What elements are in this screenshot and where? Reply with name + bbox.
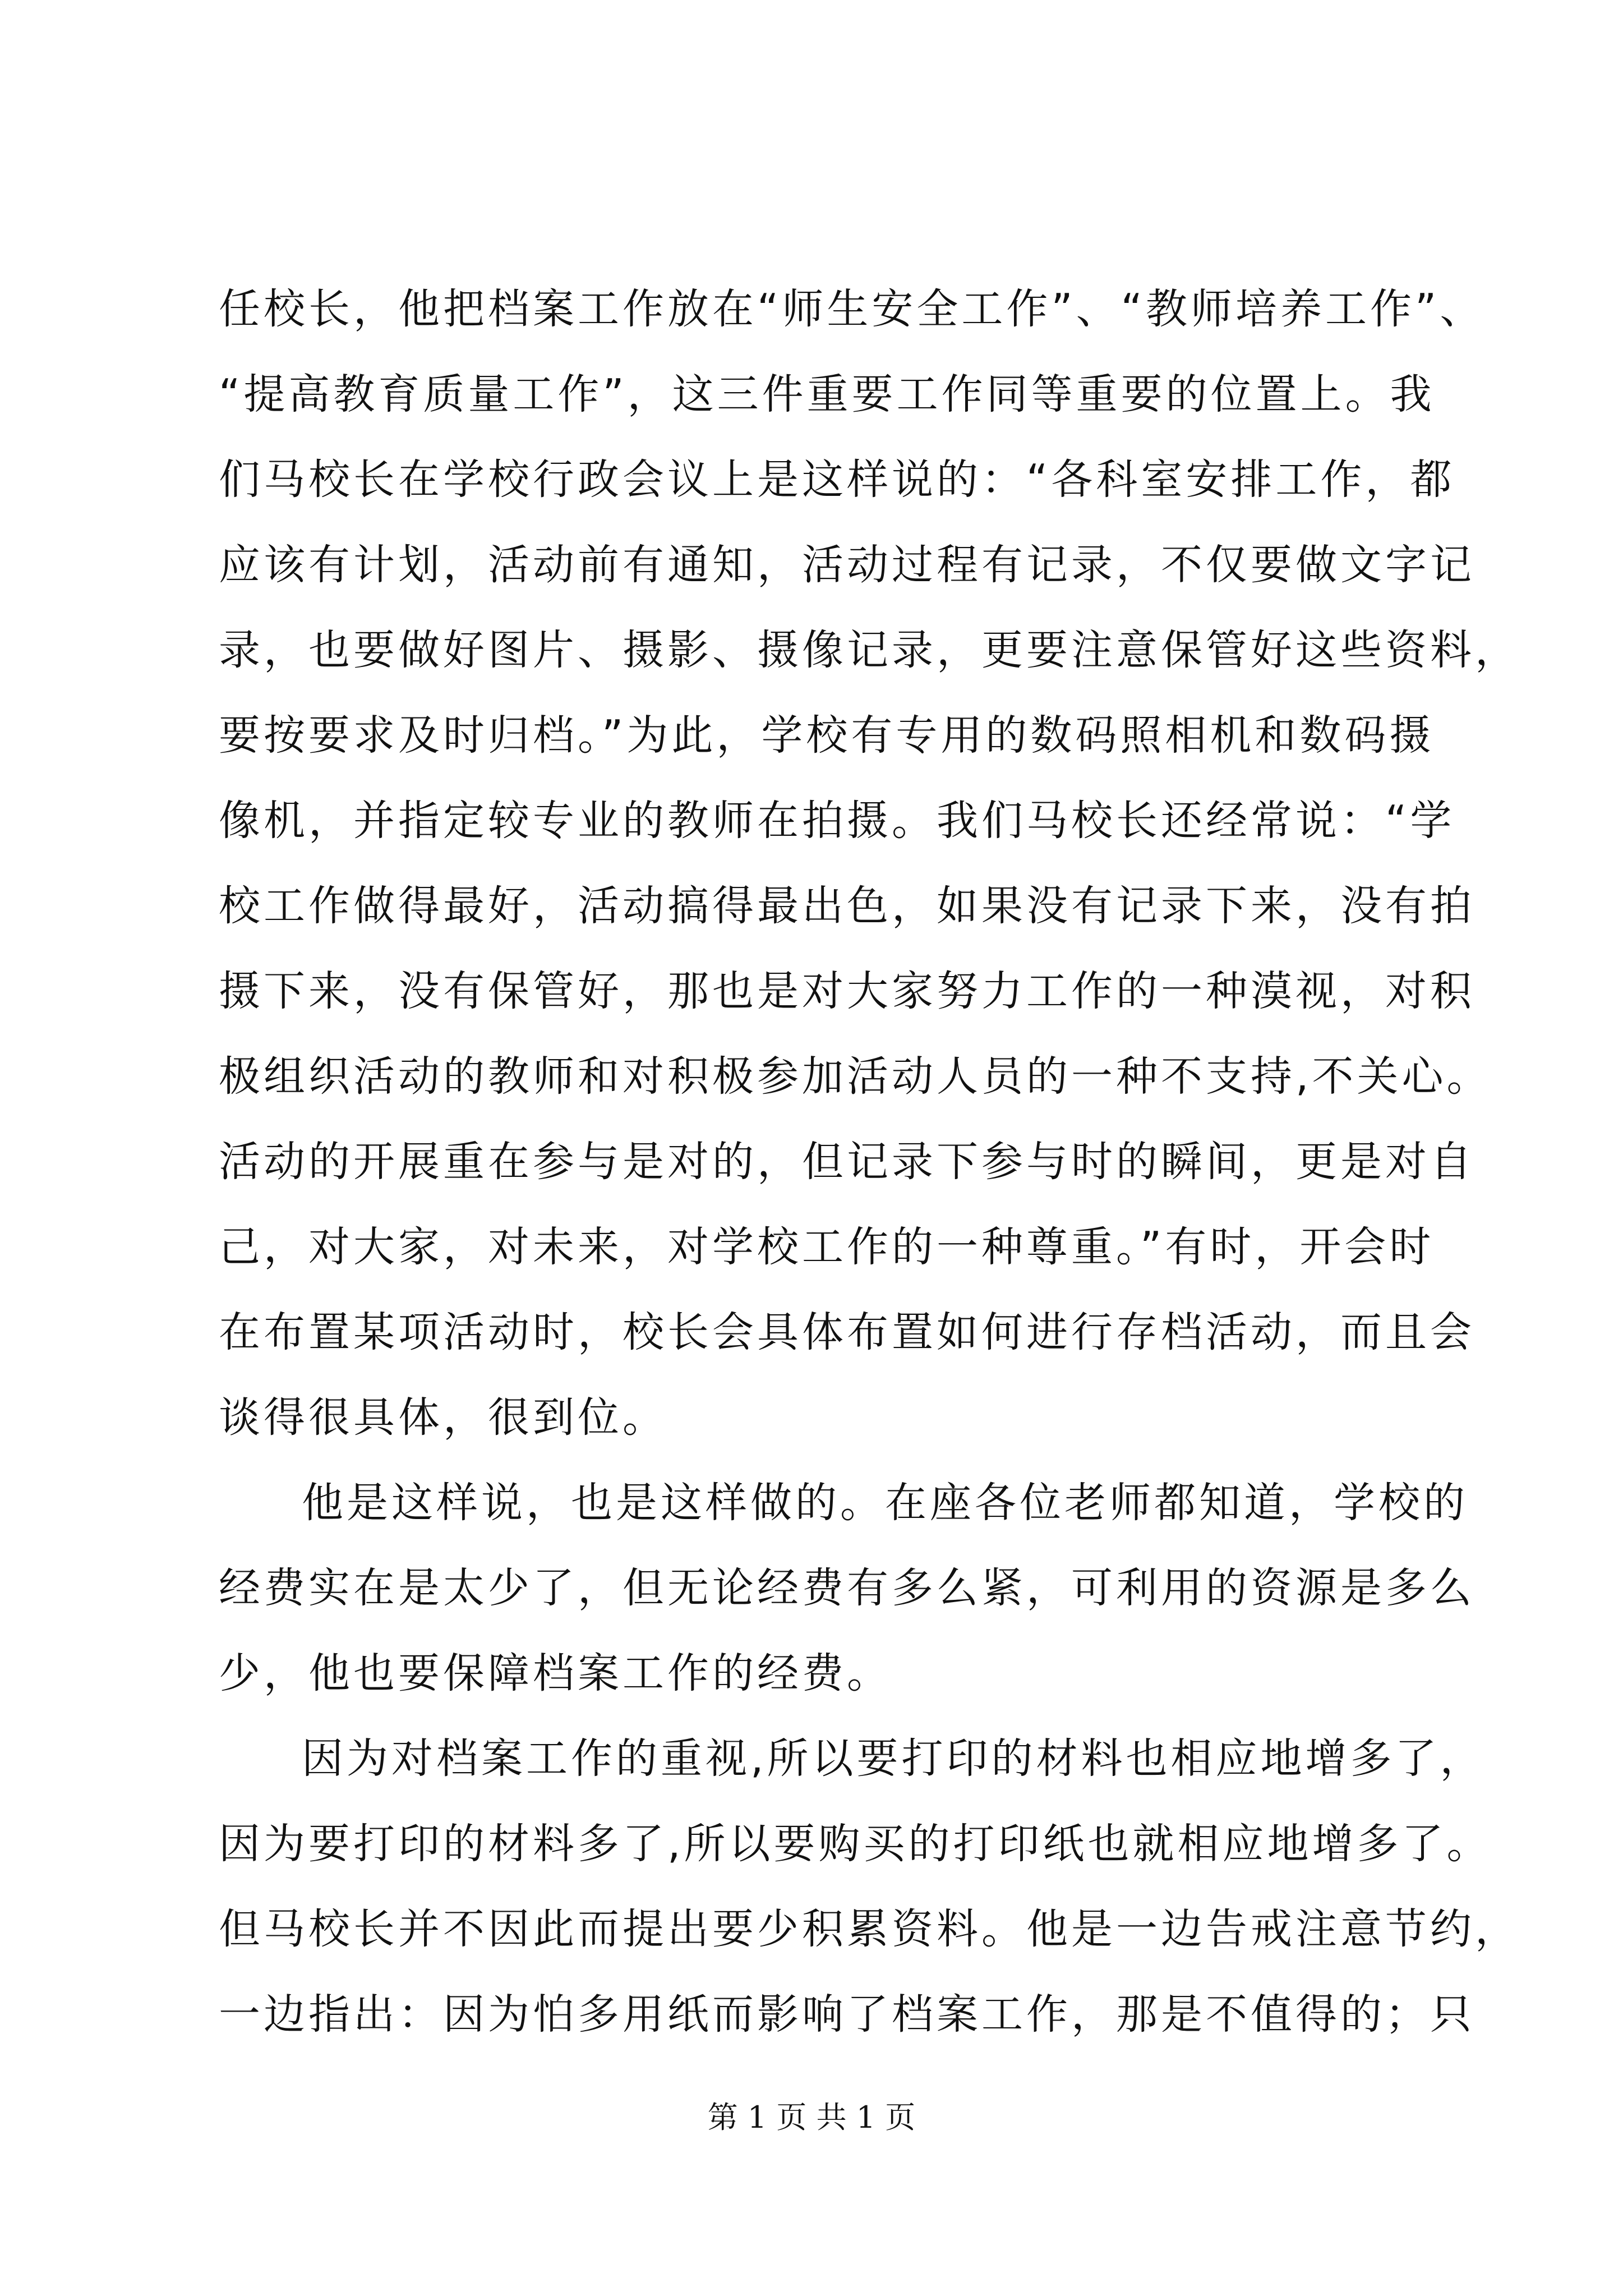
text-line: 要按要求及时归档。”为此，学校有专用的数码照相机和数码摄: [219, 711, 1435, 760]
text-line: 一边指出：因为怕多用纸而影响了档案工作，那是不值得的；只: [219, 1990, 1475, 2039]
text-line: 在布置某项活动时，校长会具体布置如何进行存档活动，而且会: [219, 1308, 1475, 1356]
text-line: 经费实在是太少了，但无论经费有多么紧，可利用的资源是多么: [219, 1564, 1475, 1612]
text-line: 活动的开展重在参与是对的，但记录下参与时的瞬间，更是对自: [219, 1138, 1475, 1186]
text-line: 校工作做得最好，活动搞得最出色，如果没有记录下来，没有拍: [219, 882, 1475, 930]
text-line: 但马校长并不因此而提出要少积累资料。他是一边告戒注意节约，: [219, 1905, 1520, 1953]
text-line: 因为要打印的材料多了,所以要购买的打印纸也就相应地增多了。: [219, 1820, 1492, 1868]
text-line: 应该有计划，活动前有通知，活动过程有记录，不仅要做文字记: [219, 541, 1475, 589]
text-line: 少，他也要保障档案工作的经费。: [219, 1649, 892, 1697]
text-line: “提高教育质量工作”，这三件重要工作同等重要的位置上。我: [219, 370, 1435, 418]
text-line: 们马校长在学校行政会议上是这样说的：“各科室安排工作，都: [219, 455, 1455, 504]
text-line: 极组织活动的教师和对积极参加活动人员的一种不支持,不关心。: [219, 1052, 1492, 1101]
text-line: 摄下来，没有保管好，那也是对大家努力工作的一种漠视，对积: [219, 967, 1475, 1015]
body-text: [219, 266, 1520, 2057]
text-line: 因为对档案工作的重视,所以要打印的材料也相应地增多了，: [302, 1734, 1485, 1783]
text-line: 他是这样说，也是这样做的。在座各位老师都知道，学校的: [302, 1479, 1468, 1527]
page-footer: 第 1 页 共 1 页: [707, 2100, 916, 2135]
text-line: 谈得很具体，很到位。: [219, 1393, 667, 1442]
text-line: 像机，并指定较专业的教师在拍摄。我们马校长还经常说：“学: [219, 797, 1455, 845]
text-line: 己，对大家，对未来，对学校工作的一种尊重。”有时，开会时: [219, 1223, 1435, 1271]
text-line: 录，也要做好图片、摄影、摄像记录，更要注意保管好这些资料，: [219, 626, 1520, 674]
text-line: 任校长，他把档案工作放在“师生安全工作”、“教师培养工作”、: [219, 285, 1485, 333]
